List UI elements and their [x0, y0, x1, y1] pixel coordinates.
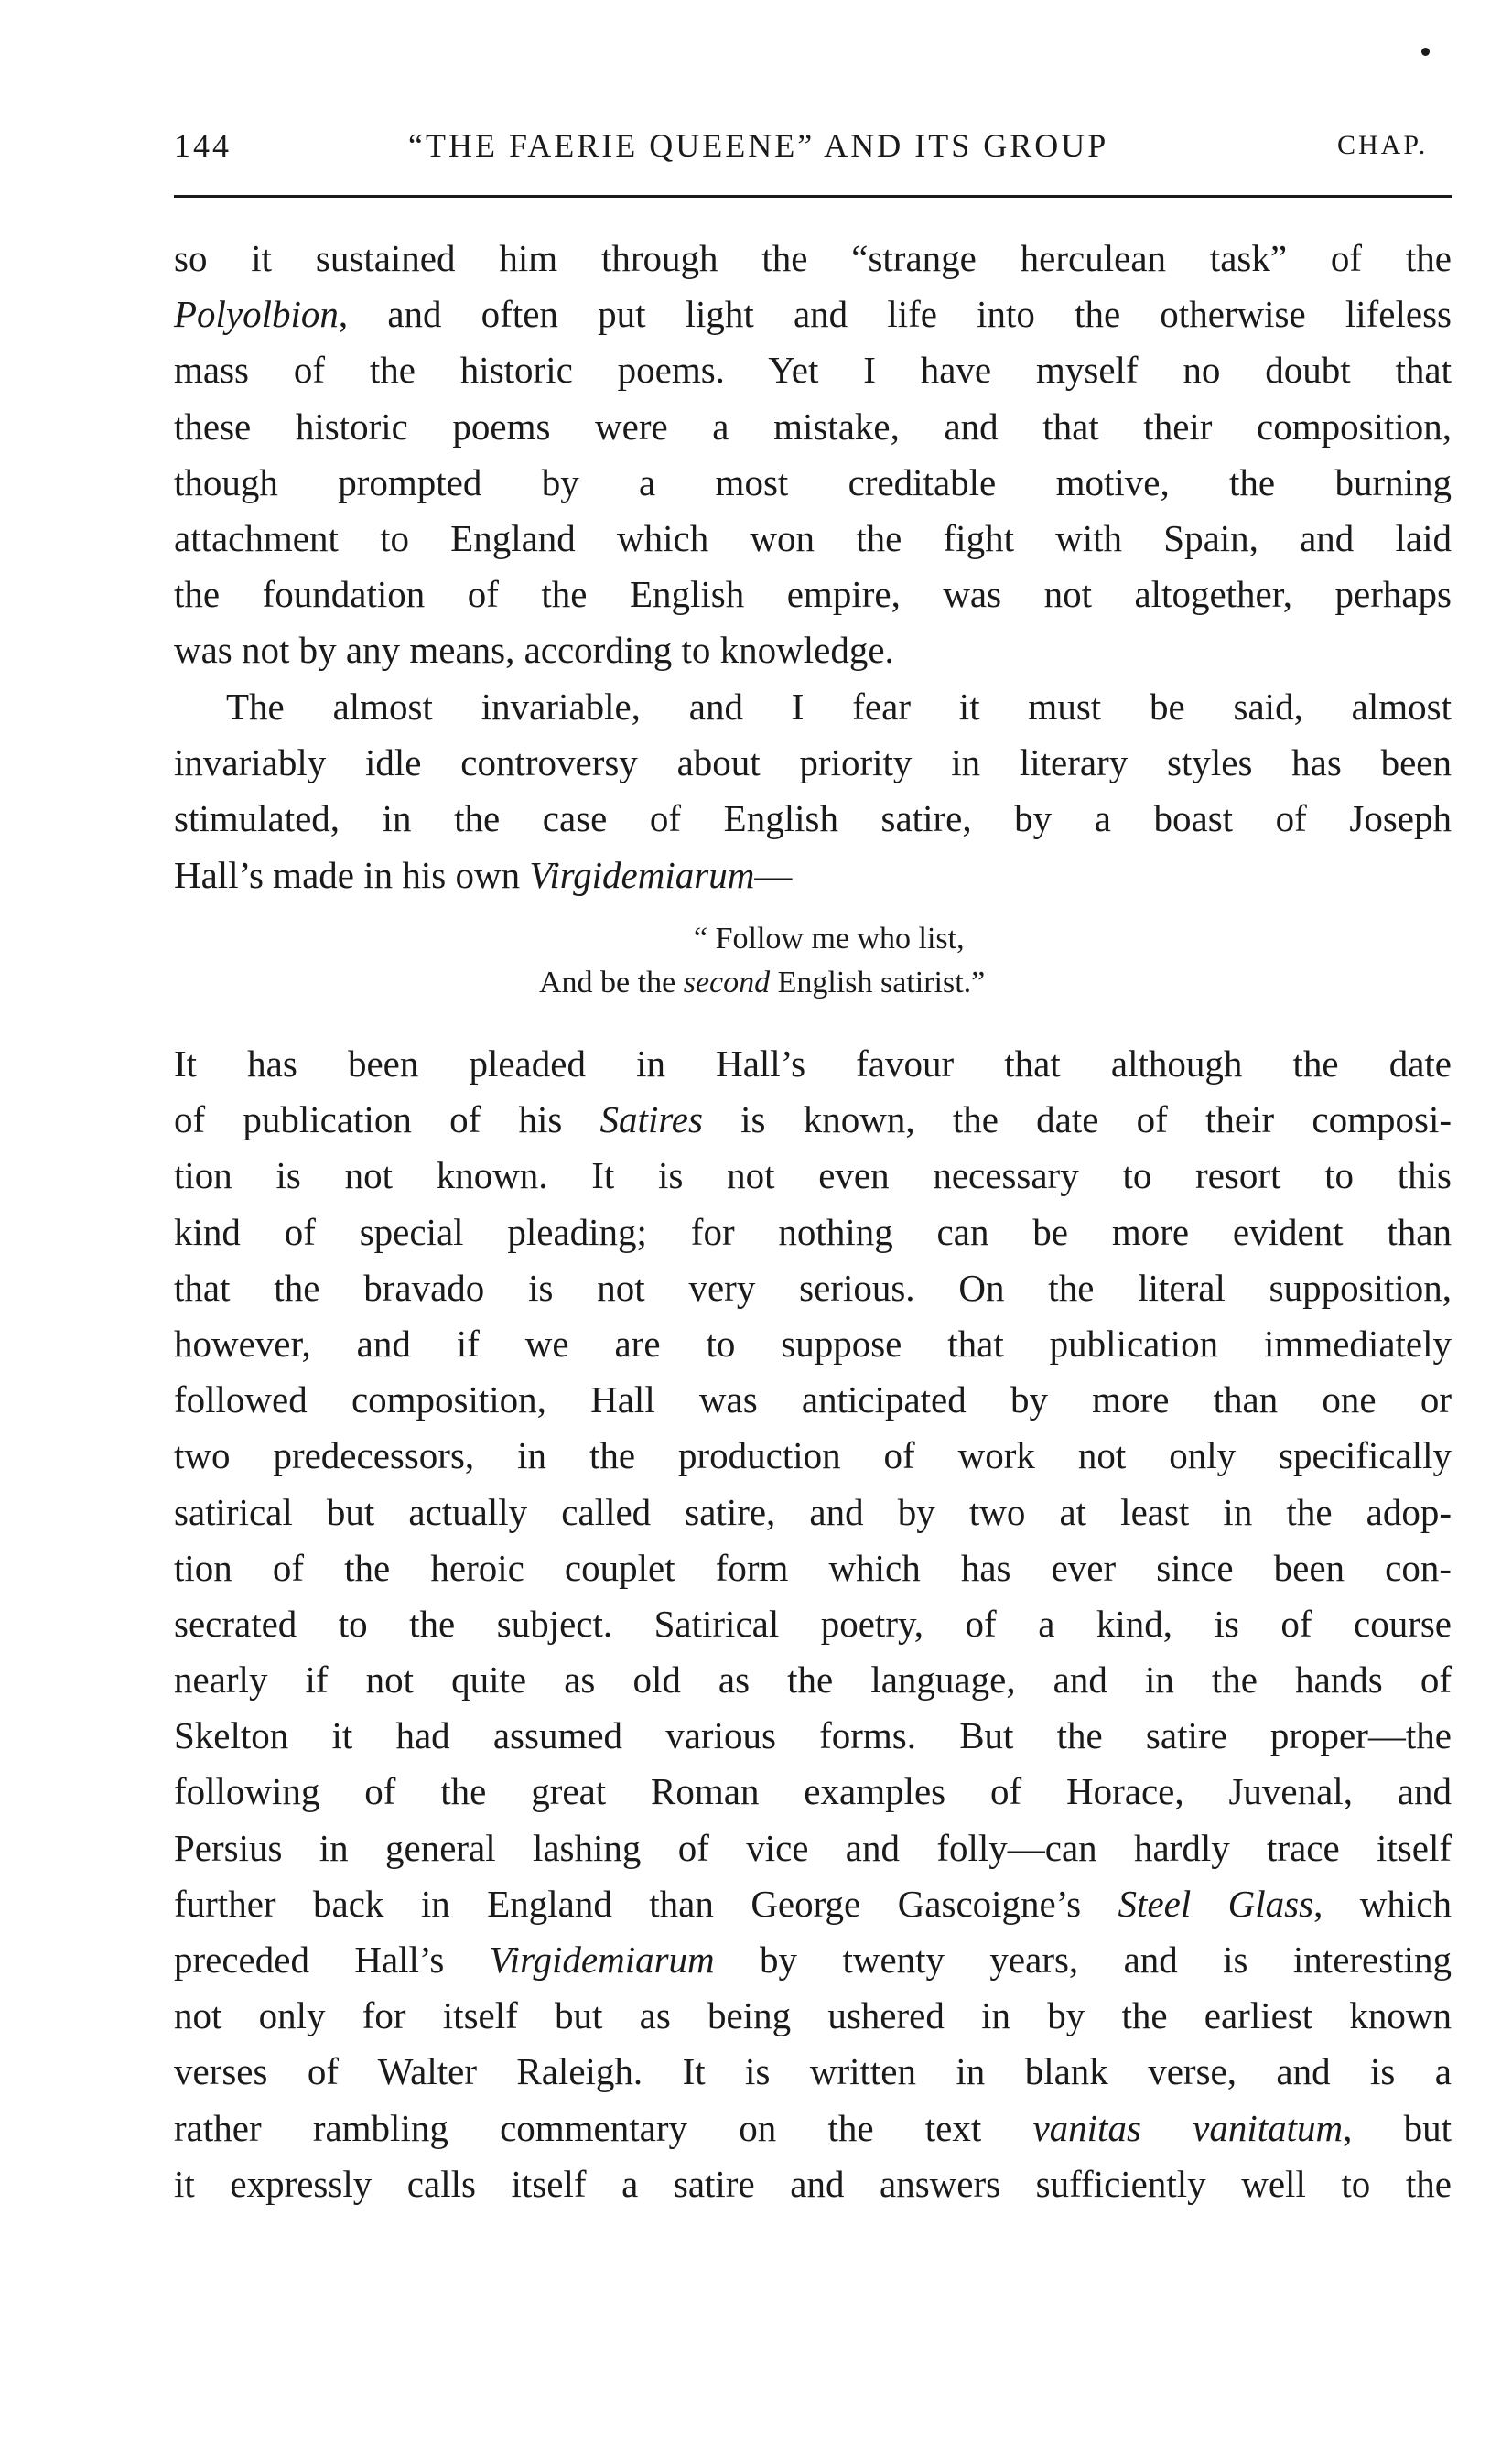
ink-speck	[1421, 48, 1430, 56]
text-line: preceded Hall’s Virgidemiarum by twenty years, and is interesting	[174, 1939, 1452, 1981]
paragraph-3	[174, 1036, 1452, 2212]
text-line: Persius in general lashing of vice and folly—can hardly trace itself	[174, 1826, 1452, 1869]
text-line: further back in England than George Gascoigne’s Steel Glass, which	[174, 1882, 1452, 1925]
text-line: not only for itself but as being ushered in by the earliest known	[174, 1994, 1452, 2037]
text-line: rather rambling commentary on the text vanitas vanitatum, but	[174, 2106, 1452, 2149]
text-line: two predecessors, in the production of work not only specifically	[174, 1434, 1452, 1477]
text-line: tion of the heroic couplet form which has ever since been con-	[174, 1546, 1452, 1589]
text-line: however, and if we are to suppose that publication immediately	[174, 1322, 1452, 1365]
text-line: The almost invariable, and I fear it must be said, almost	[226, 686, 1452, 728]
text-line: Skelton it had assumed various forms. But the satire proper—the	[174, 1714, 1452, 1757]
text-line: tion is not known. It is not even necessary to resort to this	[174, 1154, 1452, 1197]
text-line: the foundation of the English empire, was not altogether, perhaps	[174, 573, 1452, 616]
text-line: invariably idle controversy about priority in literary styles has been	[174, 741, 1452, 784]
text-line: it expressly calls itself a satire and answers sufficiently well to the	[174, 2162, 1452, 2205]
text-line: stimulated, in the case of English satire, by a boast of Joseph	[174, 797, 1452, 840]
running-title: “THE FAERIE QUEENE” AND ITS GROUP	[408, 127, 1109, 164]
quote-italic-word: second	[683, 966, 771, 999]
text-line: secrated to the subject. Satirical poetry, of a kind, is of course	[174, 1602, 1452, 1645]
quote-line-2	[174, 961, 1452, 1005]
paragraph-2	[174, 679, 1452, 903]
text-line: kind of special pleading; for nothing can be more evident than	[174, 1210, 1452, 1253]
text-line: verses of Walter Raleigh. It is written in blank verse, and is a	[174, 2050, 1452, 2093]
text-line: It has been pleaded in Hall’s favour that although the date	[174, 1042, 1452, 1085]
text-line: so it sustained him through the “strange herculean task” of the	[174, 237, 1452, 279]
text-line: attachment to England which won the fight with Spain, and laid	[174, 516, 1452, 559]
chapter-abbrev: CHAP.	[1337, 130, 1429, 160]
quote-line-1: “ Follow me who list,	[694, 922, 965, 956]
quote-line-2-start: And be the	[539, 966, 684, 999]
verse-quote	[174, 917, 1452, 1005]
text-line: though prompted by a most creditable motive, the burning	[174, 460, 1452, 503]
text-line: Polyolbion, and often put light and life into the otherwise lifeless	[174, 293, 1452, 336]
text-line: nearly if not quite as old as the language, and in the hands of	[174, 1658, 1452, 1701]
text-line: following of the great Roman examples of Horace, Juvenal, and	[174, 1770, 1452, 1813]
text-line: followed composition, Hall was anticipated by more than one or	[174, 1378, 1452, 1421]
page-number: 144	[174, 127, 232, 164]
text-line: Hall’s made in his own Virgidemiarum—	[174, 853, 793, 896]
text-line: these historic poems were a mistake, and that their composition,	[174, 405, 1452, 448]
running-header	[174, 126, 1492, 168]
text-line: of publication of his Satires is known, the date of their composi-	[174, 1098, 1452, 1141]
text-line: was not by any means, according to knowledge.	[174, 629, 894, 672]
text-line: mass of the historic poems. Yet I have myself no doubt that	[174, 349, 1452, 392]
quote-line-2-end: English satirist.”	[770, 966, 986, 999]
paragraph-1	[174, 231, 1452, 679]
header-rule	[174, 195, 1452, 198]
text-line: satirical but actually called satire, and by two at least in the adop-	[174, 1490, 1452, 1533]
text-line: that the bravado is not very serious. On the literal supposition,	[174, 1266, 1452, 1309]
